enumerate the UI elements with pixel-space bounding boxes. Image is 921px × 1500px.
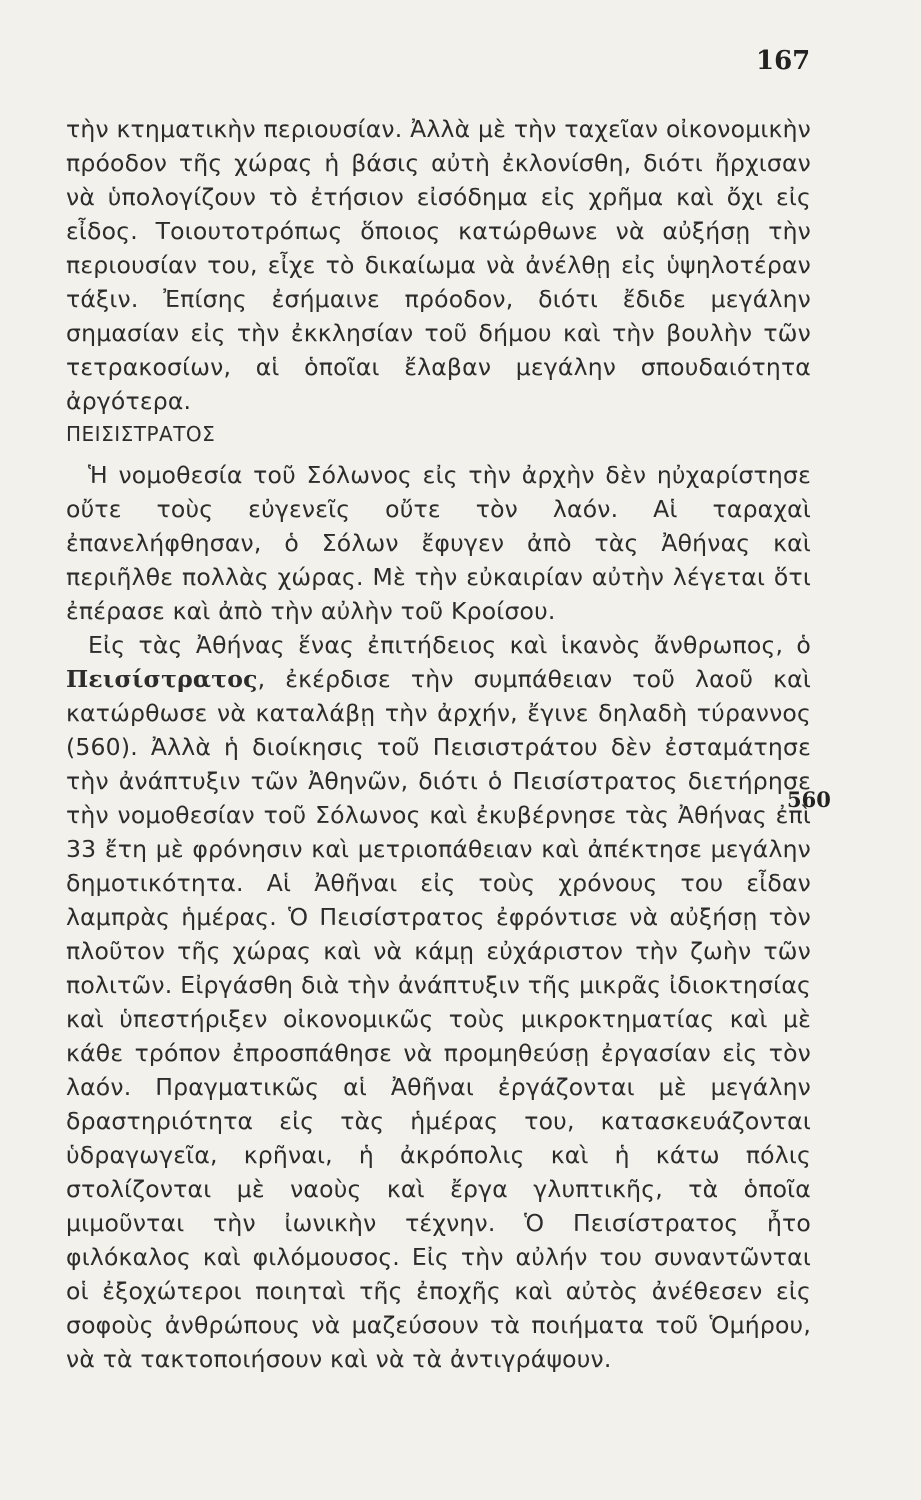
- intro-paragraph: τὴν κτηματικὴν περιουσίαν. Ἀλλὰ μὲ τὴν ταχεῖαν οἰκονομικὴν πρόοδον τῆς χώρας ἡ βάσις αὐτὴ ἐκλονίσθη, διότι ἤρχισαν νὰ ὑπολογίζουν τὸ ἐτήσιον εἰσόδημα εἰς χρῆμα καὶ ὄχι εἰς εἶδος. Τοιουτοτρόπως ὅποιος κατώρθωνε νὰ αὐξήσῃ τὴν περιουσίαν του, εἶχε τὸ δικαίωμα νὰ ἀνέλθῃ εἰς ὑψηλοτέραν τάξιν. Ἐπίσης ἐσήμαινε πρόοδον, διότι ἔδιδε μεγάλην σημασίαν εἰς τὴν ἐκκλησίαν τοῦ δήμου καὶ τὴν βουλὴν τῶν τετρακοσίων, αἱ ὁποῖαι ἔλαβαν μεγάλην σπουδαιότητα ἀργότερα.: [66, 115, 811, 415]
- margin-date-note: 560: [787, 787, 831, 812]
- page-number: 167: [756, 46, 811, 76]
- section-body: [66, 458, 811, 1376]
- paragraph-2-rest: , ἐκέρδισε τὴν συμπάθειαν τοῦ λαοῦ καὶ κατώρθωσε νὰ καταλάβῃ τὴν ἀρχήν, ἔγινε δηλαδὴ τύραννος (560). Ἀλλὰ ἡ διοίκησις τοῦ Πεισιστράτου δὲν ἐσταμάτησε τὴν ἀνάπτυξιν τῶν Ἀθηνῶν, διότι ὁ Πεισίστρατος διετήρησε τὴν νομοθεσίαν τοῦ Σόλωνος καὶ ἐκυβέρνησε τὰς Ἀθήνας ἐπὶ 33 ἔτη μὲ φρόνησιν καὶ μετριοπάθειαν καὶ ἀπέκτησε μεγάλην δημοτικότητα. Αἱ Ἀθῆναι εἰς τοὺς χρόνους του εἶδαν λαμπρὰς ἡμέρας. Ὁ Πεισίστρατος ἐφρόντισε νὰ αὐξήσῃ τὸν πλοῦτον τῆς χώρας καὶ νὰ κάμῃ εὐχάριστον τὴν ζωὴν τῶν πολιτῶν. Εἰργάσθη διὰ τὴν ἀνάπτυξιν τῆς μικρᾶς ἰδιοκτησίας καὶ ὑπεστήριξεν οἰκονομικῶς τοὺς μικροκτηματίας καὶ μὲ κάθε τρόπον ἐπροσπάθησε νὰ προμηθεύσῃ ἐργασίαν εἰς τὸν λαόν. Πραγματικῶς αἱ Ἀθῆναι ἐργάζονται μὲ μεγάλην δραστηριότητα εἰς τὰς ἡμέρας του, κατασκευάζονται ὑδραγωγεῖα, κρῆναι, ἡ ἀκρόπολις καὶ ἡ κάτω πόλις στολίζονται μὲ ναοὺς καὶ ἔργα γλυπτικῆς, τὰ ὁποῖα μιμοῦνται τὴν ἰωνικὴν τέχνην. Ὁ Πεισίστρατος ἦτο φιλόκαλος καὶ φιλόμουσος. Εἰς τὴν αὐλήν του συναντῶνται οἱ ἐξοχώτεροι ποιηταὶ τῆς ἐποχῆς καὶ αὐτὸς ἀνέθεσεν εἰς σοφοὺς ἀνθρώπους νὰ μαζεύσουν τὰ ποιήματα τοῦ Ὁμήρου, νὰ τὰ τακτοποιήσουν καὶ νὰ τὰ ἀντιγράψουν.: [66, 665, 811, 1373]
- peisistratos-name: Πεισίστρατος: [66, 665, 258, 693]
- section-paragraph-1: Ἡ νομοθεσία τοῦ Σόλωνος εἰς τὴν ἀρχὴν δὲν ηὐχαρίστησε οὔτε τοὺς εὐγενεῖς οὔτε τὸν λαόν. Αἱ ταραχαὶ ἐπανελήφθησαν, ὁ Σόλων ἔφυγεν ἀπὸ τὰς Ἀθήνας καὶ περιῆλθε πολλὰς χώρας. Μὲ τὴν εὐκαιρίαν αὐτὴν λέγεται ὅτι ἐπέρασε καὶ ἀπὸ τὴν αὐλὴν τοῦ Κροίσου.: [66, 461, 811, 625]
- section-heading: ΠΕΙΣΙΣΤΡΑΤΟΣ: [66, 422, 216, 446]
- paragraph-2-lead: Εἰς τὰς Ἀθήνας ἕνας ἐπιτήδειος καὶ ἱκανὸς ἄνθρωπος, ὁ: [88, 631, 811, 659]
- section-paragraph-2: [66, 628, 811, 1376]
- intro-paragraph-block: [66, 112, 811, 418]
